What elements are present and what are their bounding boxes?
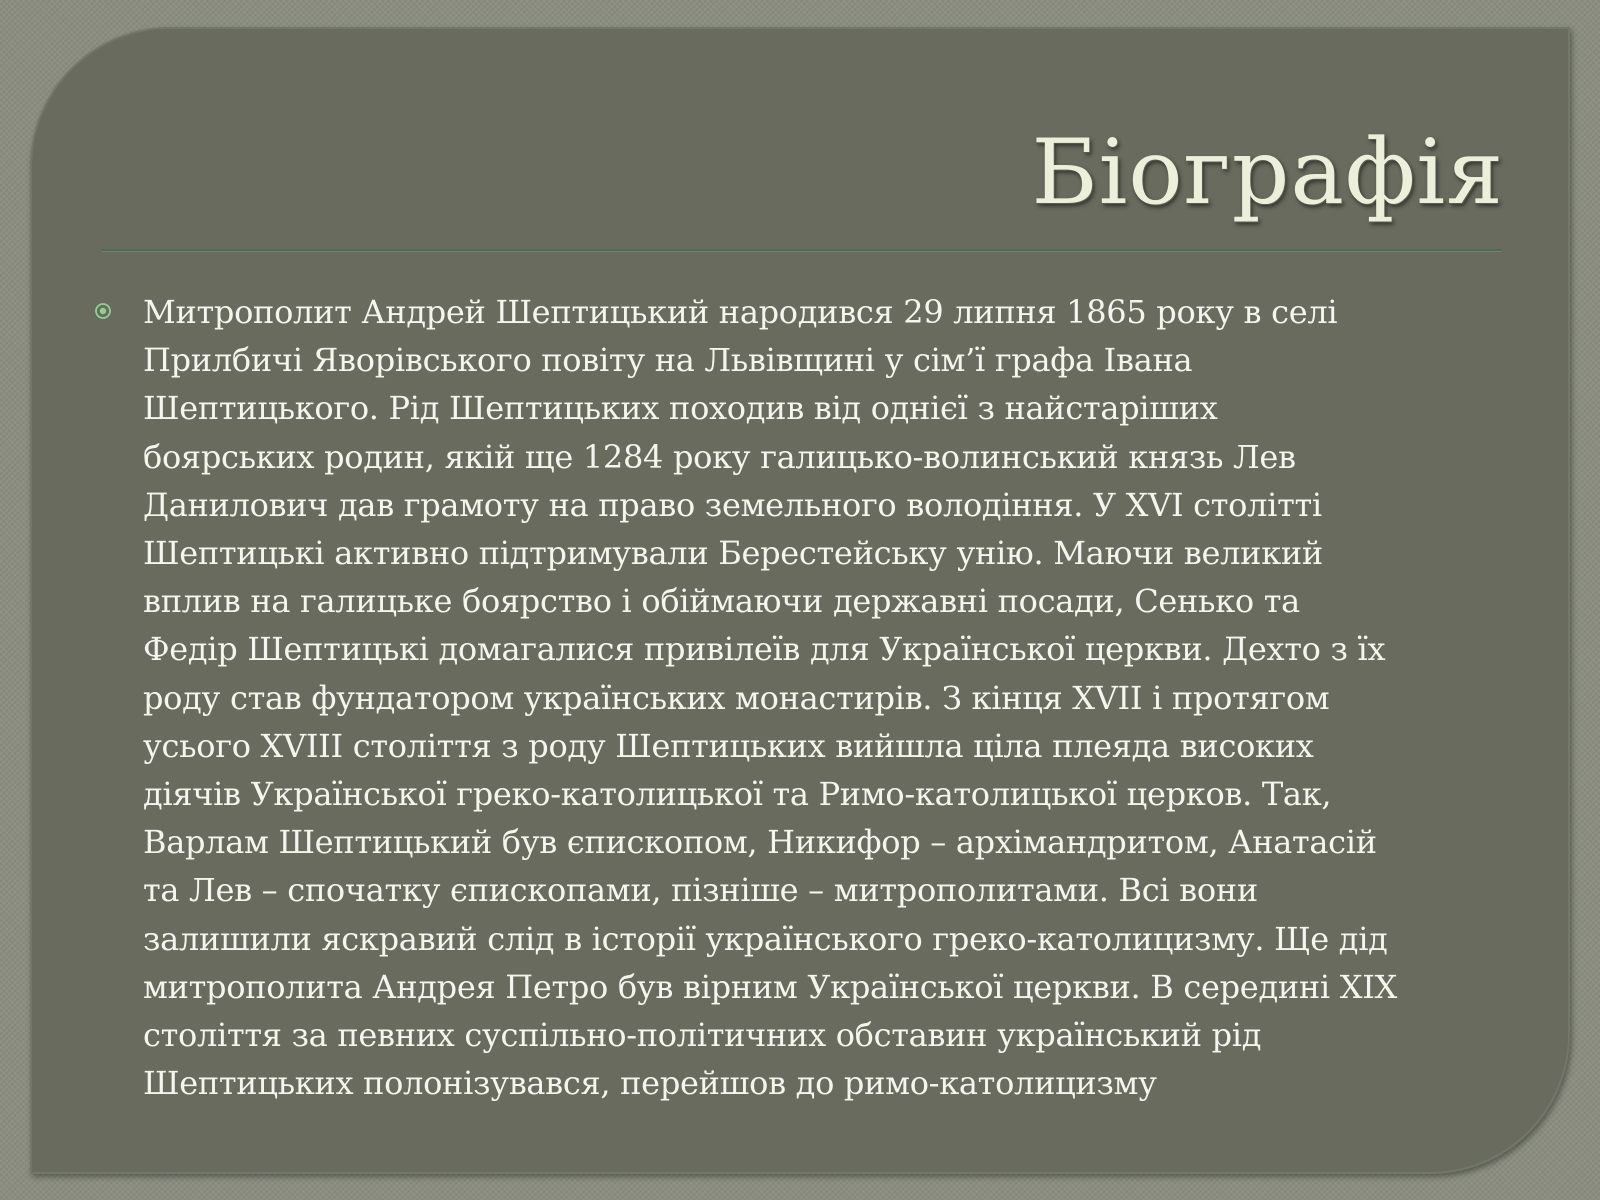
paragraph-line: Шептицькі активно підтримували Берестейську унію. Маючи великий [143,534,1323,573]
slide-title: Біографія [1031,120,1504,225]
circle-bullet-icon [94,302,112,320]
title-divider [102,249,1502,251]
biography-paragraph [143,288,1503,1107]
paragraph-line: Данилович дав грамоту на право земельного володіння. У XVI столітті [143,485,1322,524]
paragraph-line: Федір Шептицькі домагалися привілеїв для Української церкви. Дехто з їх [143,630,1386,669]
paragraph-line: усього XVIII століття з роду Шептицьких вийшла ціла плеяда високих [143,726,1314,765]
paragraph-line: Шептицького. Рід Шептицьких походив від однієї з найстаріших [143,389,1218,428]
paragraph-line: століття за певних суспільно-політичних обставин український рід [143,1016,1262,1055]
paragraph-line: та Лев – спочатку єпископами, пізніше – митрополитами. Всі вони [143,871,1258,910]
paragraph-line: Прилбичі Яворівського повіту на Львівщині у сім’ї графа Івана [143,341,1193,380]
paragraph-line: Шептицьких полонізувався, перейшов до римо-католицизму [143,1064,1157,1103]
paragraph-line: боярських родин, якій ще 1284 року галицько-волинський князь Лев [143,437,1296,476]
paragraph-line: діячів Української греко-католицької та Римо-католицької церков. Так, [143,775,1332,814]
paragraph-line: залишили яскравий слід в історії українського греко-католицизму. Ще дід [143,919,1388,958]
paragraph-line: Варлам Шептицький був єпископом, Никифор – архімандритом, Анатасій [143,823,1377,862]
paragraph-line: роду став фундатором українських монастирів. З кінця XVII і протягом [143,678,1330,717]
paragraph-line: Митрополит Андрей Шептицький народився 29 липня 1865 року в селі [143,293,1338,331]
paragraph-line: митрополита Андрея Петро був вірним Української церкви. В середині XIX [143,967,1398,1006]
paragraph-line: вплив на галицьке боярство і обіймаючи державні посади, Сенько та [143,582,1300,621]
